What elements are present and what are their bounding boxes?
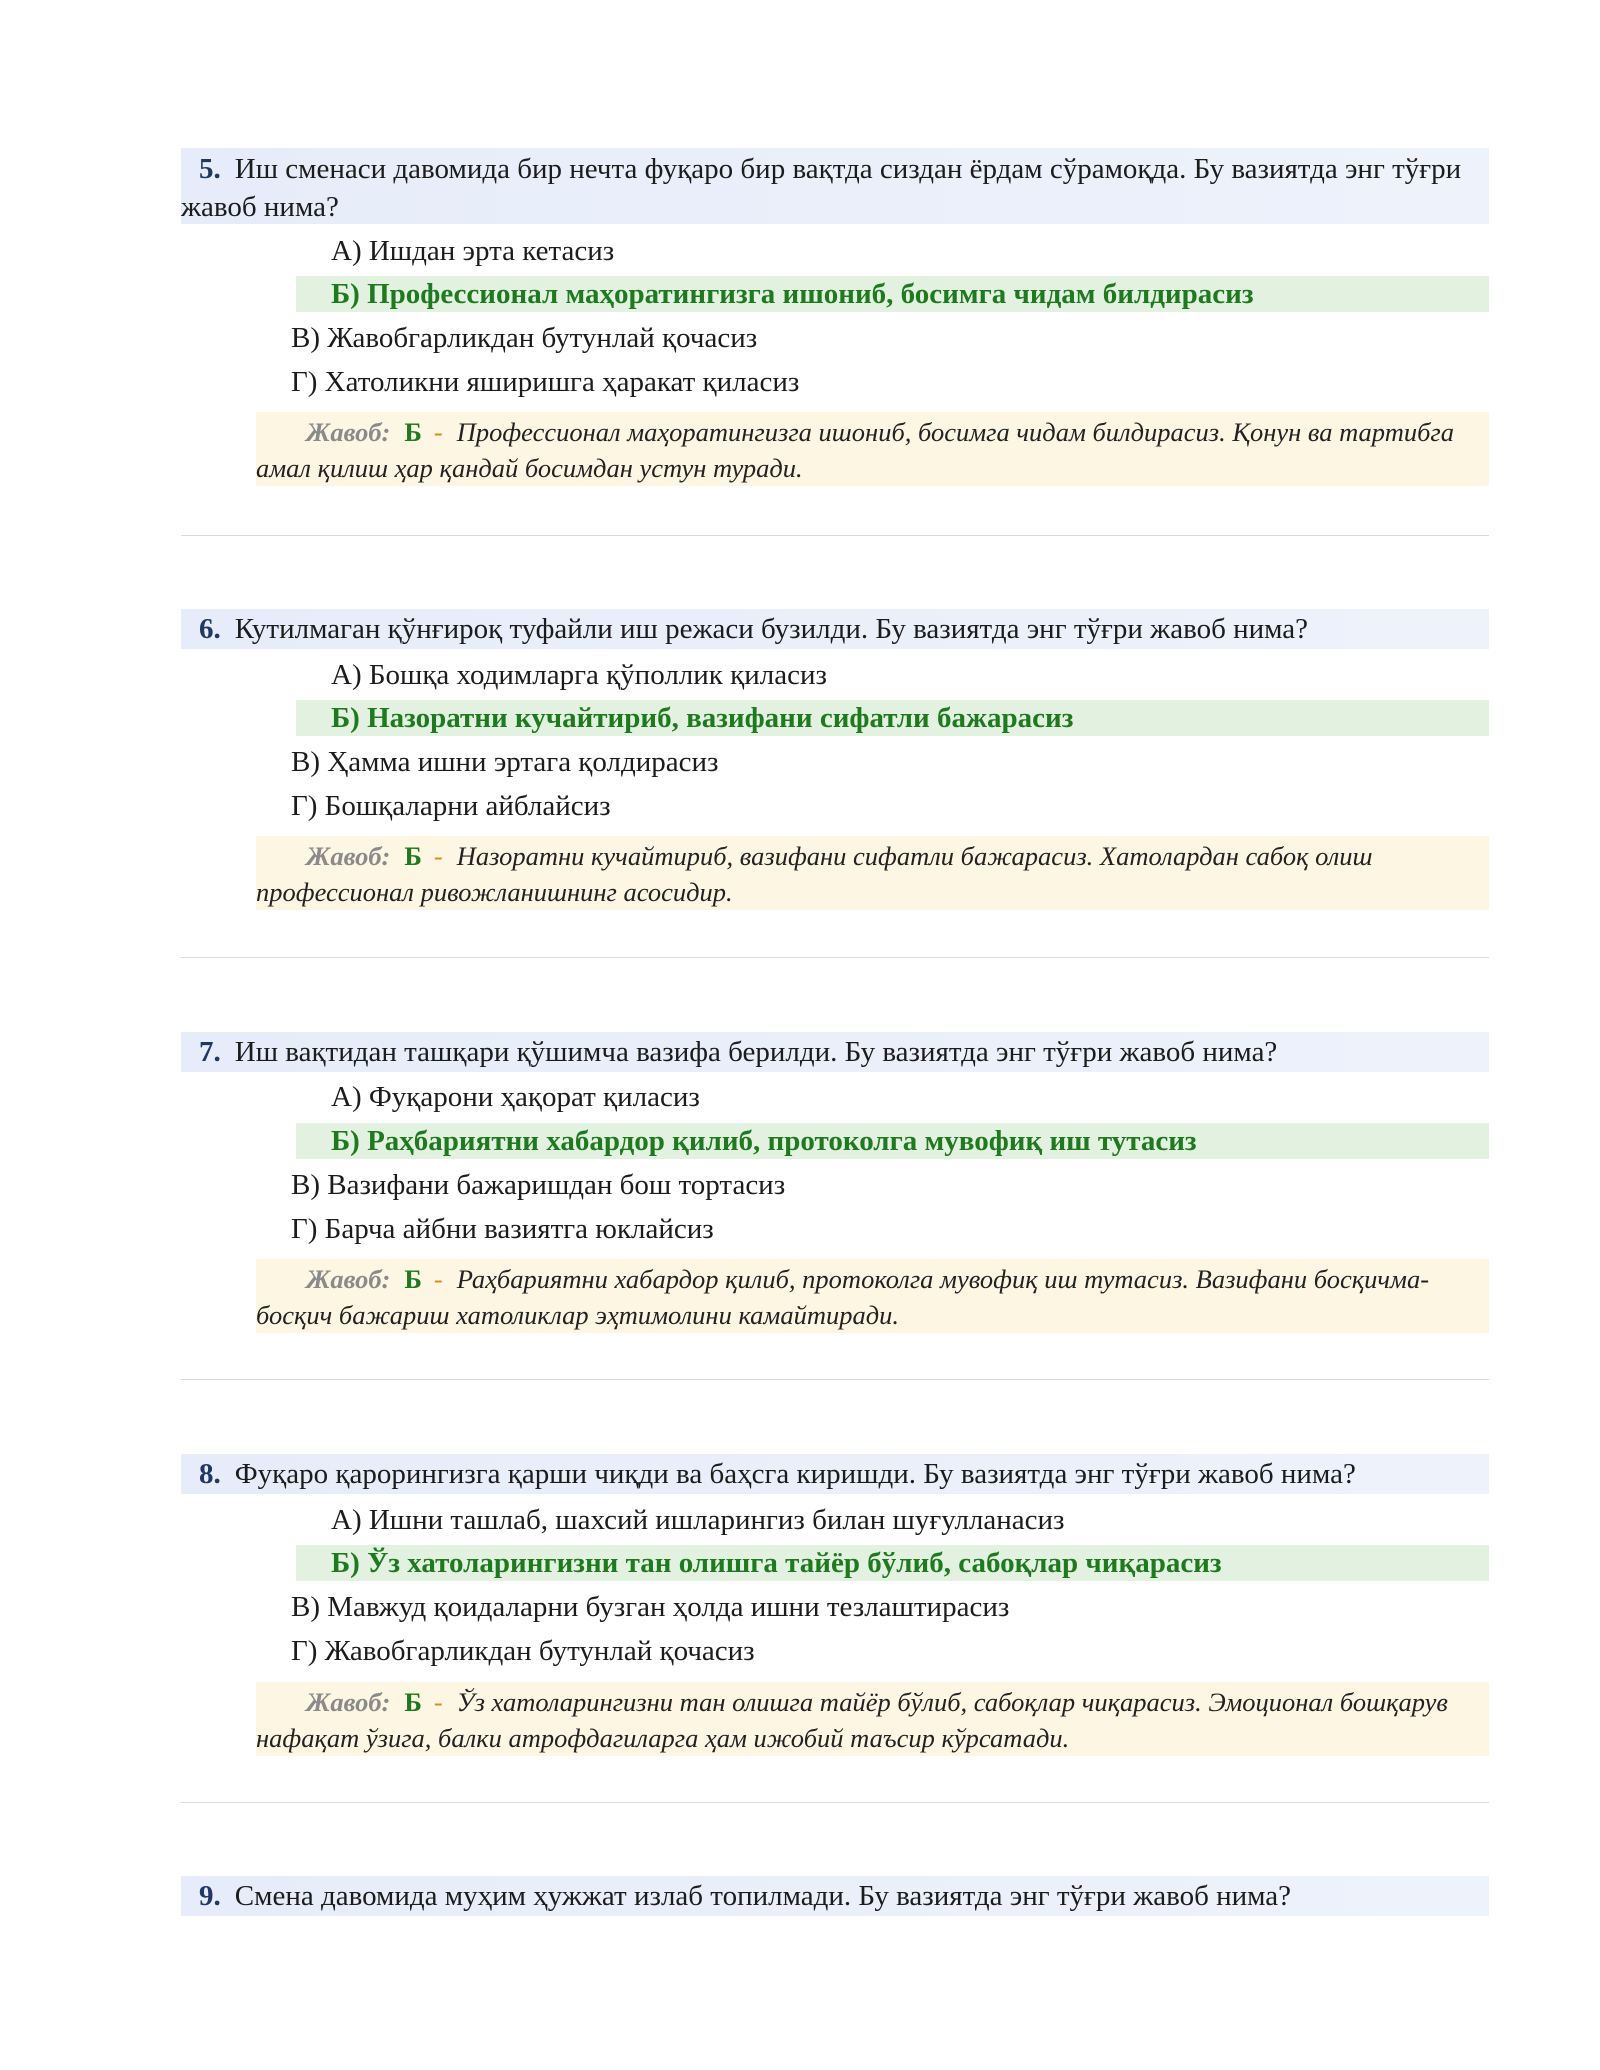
question-9: [181, 1876, 1489, 1920]
option-b-correct: Б) Назоратни кучайтириб, вазифани сифатли бажарасиз: [331, 702, 1074, 734]
option-b-correct: Б) Профессионал маҳоратингизга ишониб, босимга чидам билдирасиз: [331, 278, 1254, 310]
question-stem: Иш сменаси давомида бир нечта фуқаро бир вақтда сиздан ёрдам сўрамоқда. Бу вазиятда энг тўғри жавоб нима?: [181, 153, 1462, 223]
question-divider: [181, 535, 1489, 536]
question-5: [181, 148, 1489, 488]
question-text: [181, 1455, 1489, 1493]
option-a: А) Ишдан эрта кетасиз: [331, 235, 615, 267]
answer-explanation: [256, 414, 1481, 486]
question-divider: [181, 1802, 1489, 1803]
answer-letter: Б: [404, 417, 422, 447]
option-b-correct: Б) Раҳбариятни хабардор қилиб, протоколга мувофиқ иш тутасиз: [331, 1125, 1197, 1157]
question-6: [181, 609, 1489, 909]
answer-text: Назоратни кучайтириб, вазифани сифатли бажарасиз. Хатолардан сабоқ олиш профессионал ривожланишнинг асосидир.: [256, 841, 1373, 907]
option-c: В) Вазифани бажаришдан бош тортасиз: [291, 1169, 786, 1201]
question-number: 5.: [199, 153, 221, 185]
option-a: А) Фуқарони ҳақорат қиласиз: [331, 1081, 700, 1113]
option-c: В) Жавобгарликдан бутунлай қочасиз: [291, 322, 758, 354]
answer-explanation: [256, 1261, 1481, 1333]
answer-letter: Б: [404, 841, 422, 871]
answer-dash: -: [433, 417, 443, 447]
answer-label: Жавоб:: [306, 1687, 391, 1717]
question-divider: [181, 1379, 1489, 1380]
answer-label: Жавоб:: [306, 1264, 391, 1294]
option-c: В) Ҳамма ишни эртага қолдирасиз: [291, 746, 719, 778]
option-d: Г) Хатоликни яширишга ҳаракат қиласиз: [291, 366, 800, 398]
option-a: А) Бошқа ходимларга қўполлик қиласиз: [331, 659, 827, 691]
question-number: 6.: [199, 613, 221, 645]
answer-dash: -: [433, 841, 443, 871]
question-stem: Кутилмаган қўнғироқ туфайли иш режаси бузилди. Бу вазиятда энг тўғри жавоб нима?: [234, 613, 1309, 645]
answer-dash: -: [433, 1264, 443, 1294]
answer-dash: -: [433, 1687, 443, 1717]
question-text: [181, 150, 1489, 226]
option-c: В) Мавжуд қоидаларни бузган ҳолда ишни тезлаштирасиз: [291, 1591, 1010, 1623]
answer-text: Ўз хатоларингизни тан олишга тайёр бўлиб, сабоқлар чиқарасиз. Эмоционал бошқарув нафақат ўзига, балки атрофдагиларга ҳам ижобий таъсир кўрсатади.: [256, 1687, 1448, 1753]
question-number: 8.: [199, 1458, 221, 1490]
question-number: 9.: [199, 1880, 221, 1912]
answer-label: Жавоб:: [306, 841, 391, 871]
answer-text: Раҳбариятни хабардор қилиб, протоколга мувофиқ иш тутасиз. Вазифани босқичма-босқич бажариш хатоликлар эҳтимолини камайтиради.: [256, 1264, 1430, 1330]
option-b-correct: Б) Ўз хатоларингизни тан олишга тайёр бўлиб, сабоқлар чиқарасиз: [331, 1547, 1222, 1579]
question-stem: Смена давомида муҳим ҳужжат излаб топилмади. Бу вазиятда энг тўғри жавоб нима?: [234, 1880, 1292, 1912]
question-text: [181, 1033, 1489, 1071]
question-stem: Фуқаро қарорингизга қарши чиқди ва баҳсга киришди. Бу вазиятда энг тўғри жавоб нима?: [234, 1458, 1356, 1490]
answer-explanation: [256, 838, 1481, 910]
question-7: [181, 1032, 1489, 1332]
question-text: [181, 610, 1489, 648]
option-d: Г) Бошқаларни айблайсиз: [291, 790, 611, 822]
question-divider: [181, 957, 1489, 958]
answer-label: Жавоб:: [306, 417, 391, 447]
answer-letter: Б: [404, 1264, 422, 1294]
answer-text: Профессионал маҳоратингизга ишониб, босимга чидам билдирасиз. Қонун ва тартибга амал қилиш ҳар қандай босимдан устун туради.: [256, 417, 1455, 483]
option-a: А) Ишни ташлаб, шахсий ишларингиз билан шуғулланасиз: [331, 1504, 1065, 1536]
answer-explanation: [256, 1684, 1481, 1756]
question-text: [181, 1877, 1489, 1915]
question-8: [181, 1454, 1489, 1754]
option-d: Г) Барча айбни вазиятга юклайсиз: [291, 1213, 714, 1245]
option-d: Г) Жавобгарликдан бутунлай қочасиз: [291, 1635, 755, 1667]
question-number: 7.: [199, 1036, 221, 1068]
question-stem: Иш вақтидан ташқари қўшимча вазифа берилди. Бу вазиятда энг тўғри жавоб нима?: [234, 1036, 1278, 1068]
answer-letter: Б: [404, 1687, 422, 1717]
